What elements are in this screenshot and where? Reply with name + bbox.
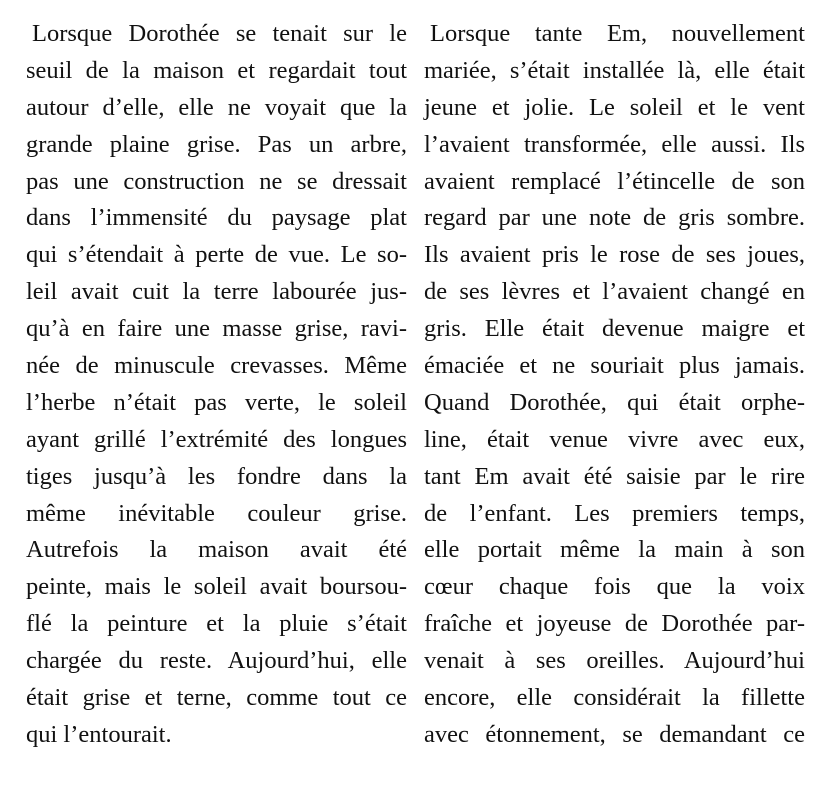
text-line: grande plaine grise. Pas un arbre, — [26, 130, 407, 158]
left-column — [26, 16, 407, 754]
text-line: Ils avaient pris le rose de ses joues, — [424, 241, 805, 269]
text-line: l’herbe n’était pas verte, le soleil — [26, 388, 407, 416]
text-line: venait à ses oreilles. Aujourd’hui — [424, 647, 805, 675]
text-line: tant Em avait été saisie par le rire — [424, 462, 805, 490]
text-line: qui s’étendait à perte de vue. Le so- — [26, 241, 407, 269]
text-line: fraîche et joyeuse de Dorothée par- — [424, 610, 805, 638]
text-line: encore, elle considérait la fillette — [424, 684, 805, 712]
text-line: autour d’elle, elle ne voyait que la — [26, 93, 407, 121]
text-line: Lorsque Dorothée se tenait sur le — [32, 20, 407, 47]
text-line: dans l’immensité du paysage plat — [26, 204, 407, 232]
text-line: qu’à en faire une masse grise, ravi- — [26, 315, 407, 343]
text-line: Autrefois la maison avait été — [26, 536, 407, 564]
text-line: peinte, mais le soleil avait boursou- — [26, 573, 407, 601]
text-line: avec étonnement, se demandant ce — [424, 720, 805, 748]
text-line: de l’enfant. Les premiers temps, — [424, 499, 805, 527]
text-line: ayant grillé l’extrémité des longues — [26, 425, 407, 453]
text-line: de ses lèvres et l’avaient changé en — [424, 278, 805, 306]
text-line: Quand Dorothée, qui était orphe- — [424, 388, 805, 416]
text-line: Lorsque tante Em, nouvellement — [430, 20, 805, 47]
text-line: l’avaient transformée, elle aussi. Ils — [424, 130, 805, 158]
text-line: cœur chaque fois que la voix — [424, 573, 805, 601]
right-column — [424, 16, 805, 754]
text-line: née de minuscule crevasses. Même — [26, 352, 407, 380]
text-line: émaciée et ne souriait plus jamais. — [424, 352, 805, 380]
text-line: line, était venue vivre avec eux, — [424, 425, 805, 453]
text-line: gris. Elle était devenue maigre et — [424, 315, 805, 343]
text-line: mariée, s’était installée là, elle était — [424, 56, 805, 84]
text-line: tiges jusqu’à les fondre dans la — [26, 462, 407, 490]
text-line: elle portait même la main à son — [424, 536, 805, 564]
text-line: qui l’entourait. — [26, 720, 172, 748]
text-line: seuil de la maison et regardait tout — [26, 56, 407, 84]
text-line: chargée du reste. Aujourd’hui, elle — [26, 647, 407, 675]
text-line: jeune et jolie. Le soleil et le vent — [424, 93, 805, 121]
text-line: avaient remplacé l’étincelle de son — [424, 167, 805, 195]
text-line: leil avait cuit la terre labourée jus- — [26, 278, 407, 306]
text-line: même inévitable couleur grise. — [26, 499, 407, 527]
text-line: regard par une note de gris sombre. — [424, 204, 805, 232]
text-line: flé la peinture et la pluie s’était — [26, 610, 407, 638]
text-line: était grise et terne, comme tout ce — [26, 684, 407, 712]
text-line: pas une construction ne se dressait — [26, 167, 407, 195]
